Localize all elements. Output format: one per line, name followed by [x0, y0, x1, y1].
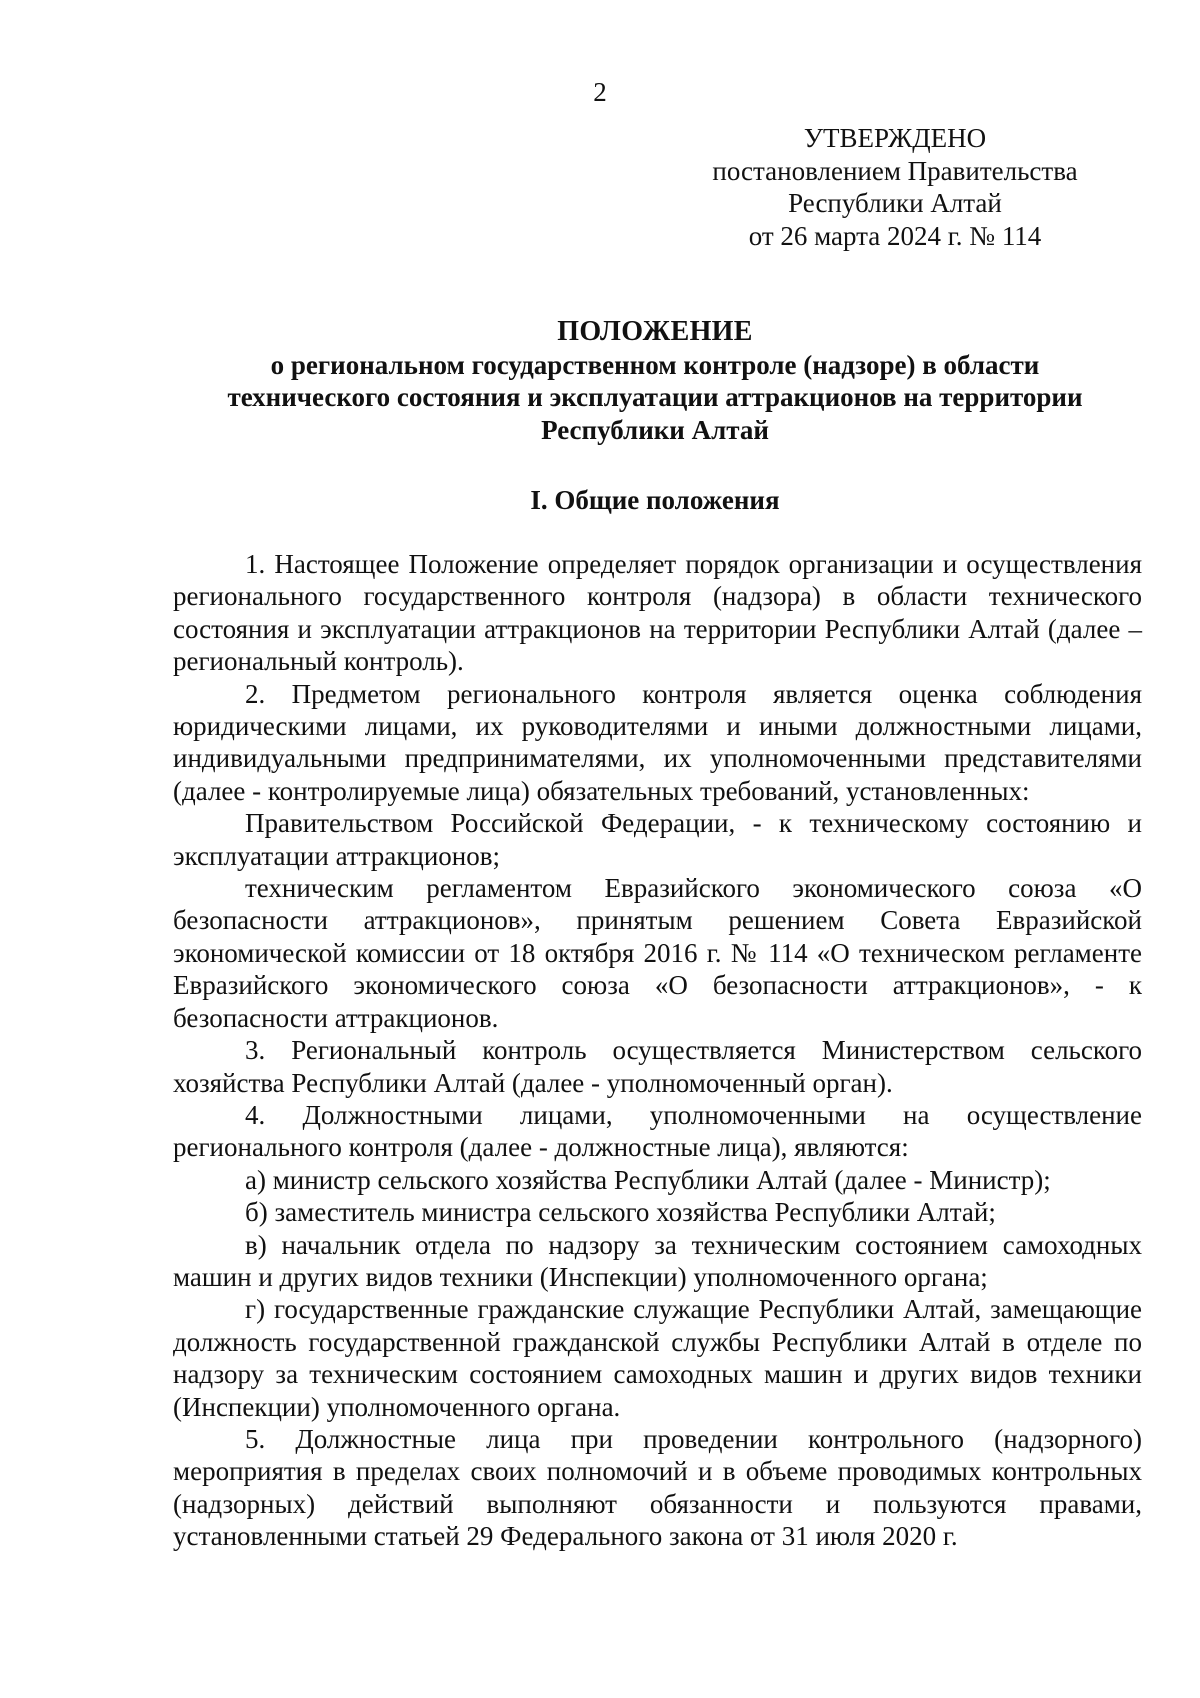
subtitle-line: о региональном государственном контроле (надзоре) в области: [270, 349, 1040, 380]
paragraph: 1. Настоящее Положение определяет порядок организации и осуществления регионального государственного контроля (надзора) в области технического состояния и эксплуатации аттракционов на территории Республики Алтай (далее – региональный контроль).: [173, 549, 1142, 677]
subtitle-line: Республики Алтай: [541, 414, 769, 445]
paragraph: б) заместитель министра сельского хозяйства Республики Алтай;: [245, 1197, 996, 1228]
paragraph: 5. Должностные лица при проведении контрольного (надзорного) мероприятия в пределах своих полномочий и в объеме проводимых контрольных (надзорных) действий выполняют обязанности и пользуются правами, установленными статьей 29 Федерального закона от 31 июля 2020 г.: [173, 1423, 1142, 1552]
approval-stamp-block: [705, 122, 1085, 252]
document-title: ПОЛОЖЕНИЕ: [557, 316, 753, 347]
document-title-block: [170, 316, 1140, 446]
subtitle-line: технического состояния и эксплуатации аттракционов на территории: [227, 382, 1083, 412]
paragraph: 2. Предметом регионального контроля является оценка соблюдения юридическими лицами, их руководителями и иными должностными лицами, индивидуальными предпринимателями, их уполномоченными представителями (далее - контролируемые лица) обязательных требований, установленных:: [173, 678, 1142, 806]
document-body: [173, 548, 1142, 1553]
approval-date-number: от 26 марта 2024 г. № 114: [748, 220, 1042, 251]
paragraph: г) государственные гражданские служащие Республики Алтай, замещающие должность государственной гражданской службы Республики Алтай в отделе по надзору за техническим состоянием самоходных машин и других видов техники (Инспекции) уполномоченного органа.: [173, 1294, 1142, 1422]
paragraph: Правительством Российской Федерации, - к техническому состоянию и эксплуатации аттракционов;: [173, 808, 1142, 871]
approval-region: Республики Алтай: [788, 188, 1002, 218]
approval-issuer: постановлением Правительства: [712, 155, 1078, 186]
paragraph: техническим регламентом Евразийского экономического союза «О безопасности аттракционов», принятым решением Совета Евразийской экономической комиссии от 18 октября 2016 г. № 114 «О техническом регламенте Евразийского экономического союза «О безопасности аттракционов», - к безопасности аттракционов.: [173, 873, 1142, 1033]
paragraph: 4. Должностными лицами, уполномоченными на осуществление регионального контроля (далее - должностные лица), являются:: [173, 1099, 1142, 1163]
approval-heading: УТВЕРЖДЕНО: [803, 123, 987, 153]
paragraph: в) начальник отдела по надзору за техническим состоянием самоходных машин и других видов техники (Инспекции) уполномоченного органа;: [173, 1229, 1142, 1292]
section-heading: I. Общие положения: [530, 485, 780, 515]
document-subtitle: [170, 349, 1140, 447]
page-number: 2: [593, 77, 607, 107]
paragraph: а) министр сельского хозяйства Республики Алтай (далее - Министр);: [245, 1164, 1051, 1195]
paragraph: 3. Региональный контроль осуществляется Министерством сельского хозяйства Республики Алтай (далее - уполномоченный орган).: [173, 1035, 1142, 1098]
